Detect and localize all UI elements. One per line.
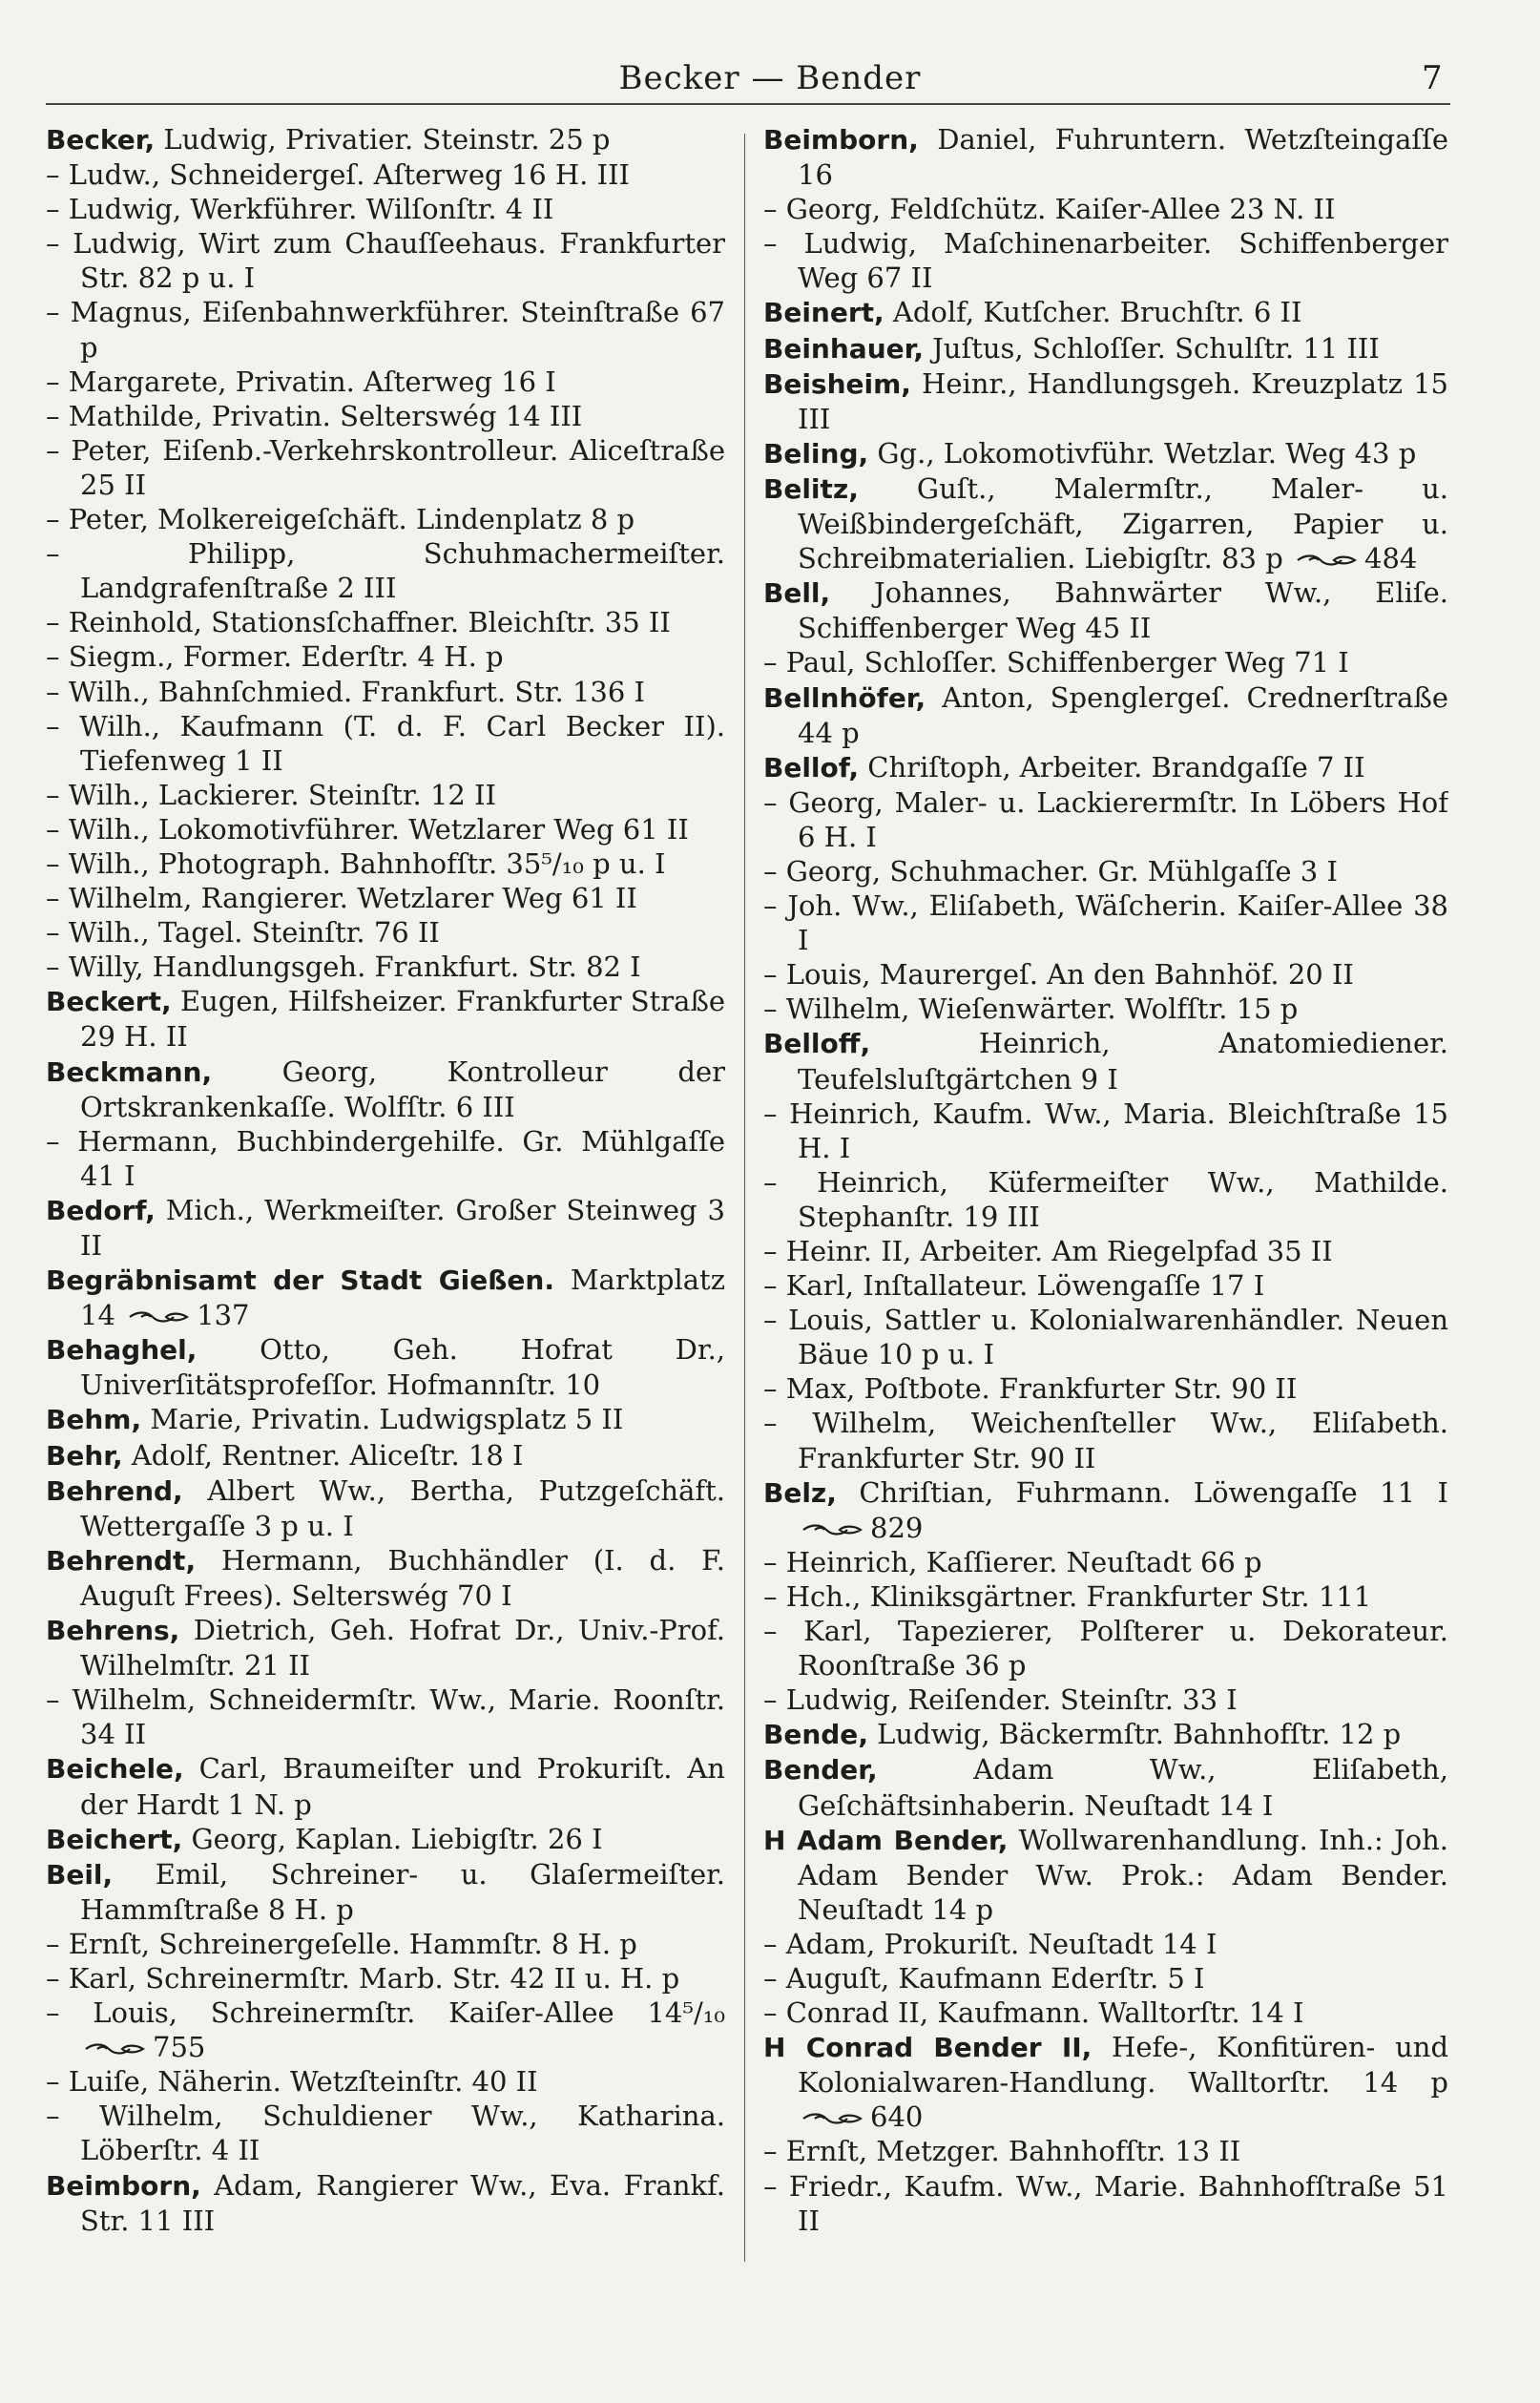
directory-entry: [763, 122, 1448, 192]
entry-details: Emil, Schreiner- u. Glaſermeiſter. Hammſtraße 8 H. p: [80, 1857, 725, 1926]
directory-subentry: [763, 645, 1448, 679]
entry-details: Wollwarenhandlung. Inh.: Joh. Adam Bender Ww. Prok.: Adam Bender. Neuſtadt 14 p: [798, 1823, 1448, 1926]
entry-details: Ludwig, Wirt zum Chauſſeehaus. Frankfurter Str. 82 p u. I: [73, 227, 725, 295]
entry-details: Max, Poſtbote. Frankfurter Str. 90 II: [785, 1372, 1298, 1406]
entry-details: Wilh., Lackierer. Steinſtr. 12 II: [68, 778, 497, 811]
entry-surname: Bende ,: [763, 1719, 868, 1750]
entry-surname: Belz ,: [763, 1477, 837, 1509]
telephone-icon: [84, 2041, 145, 2057]
directory-subentry: [46, 675, 725, 709]
entry-surname: Behrend ,: [46, 1475, 183, 1507]
entry-details: Gg., Lokomotivführ. Wetzlar. Weg 43 p: [877, 436, 1417, 470]
directory-subentry: [763, 2134, 1448, 2168]
entry-surname: Behr ,: [46, 1440, 123, 1472]
directory-entry: [46, 1402, 725, 1437]
directory-subentry: [46, 881, 725, 915]
entry-details: Auguſt, Kaufmann Ederſtr. 5 I: [785, 1961, 1205, 1995]
directory-subentry: [763, 785, 1448, 854]
directory-subentry: [46, 502, 725, 536]
entry-details: Heinr. II, Arbeiter. Am Riegelpfad 35 II: [785, 1235, 1333, 1267]
entry-surname: Behm ,: [46, 1404, 141, 1435]
entry-details: Karl, Inſtallateur. Löwengaſſe 17 I: [785, 1269, 1265, 1303]
entry-surname: Belloff ,: [763, 1028, 870, 1059]
directory-entry: [763, 2030, 1448, 2134]
directory-subentry: [46, 536, 725, 605]
entry-surname: Beinert ,: [763, 297, 884, 328]
directory-entry: [763, 1475, 1448, 1545]
entry-details: Georg, Schuhmacher. Gr. Mühlgaſſe 3 I: [785, 854, 1338, 888]
entry-details: Georg, Feldſchütz. Kaiſer-Allee 23 N. II: [785, 193, 1336, 226]
entry-surname: H Adam Bender ,: [763, 1825, 1008, 1856]
entry-details: Albert Ww., Bertha, Putzgeſchäft. Wettergaſſe 3 p u. I: [80, 1473, 725, 1542]
entry-details: Juſtus, Schloſſer. Schulſtr. 11 III: [932, 331, 1380, 365]
entry-surname: Becker ,: [46, 124, 155, 156]
entry-details: Peter, Molkereigeſchäft. Lindenplatz 8 p: [68, 503, 635, 536]
directory-entry: [46, 1055, 725, 1124]
page-header-title: Becker — Bender: [618, 59, 922, 97]
directory-subentry: [46, 709, 725, 778]
entry-surname: Bell ,: [763, 577, 830, 609]
directory-entry: [46, 1332, 725, 1402]
telephone-icon: [801, 2111, 863, 2126]
entry-surname: Beimborn ,: [46, 2170, 201, 2202]
phone-number: [80, 2031, 205, 2063]
entry-details: Peter, Eiſenb.-Verkehrskontrolleur. Aliceſtraße 25 II: [71, 433, 725, 501]
directory-subentry: [46, 778, 725, 812]
directory-subentry: [46, 192, 725, 226]
entry-details: Conrad II, Kaufmann. Walltorſtr. 14 I: [785, 1996, 1304, 2030]
directory-subentry: [763, 1234, 1448, 1268]
directory-subentry: [763, 1961, 1448, 1996]
entry-details: Wilh., Photograph. Bahnhofſtr. 35⁵/₁₀ p u. I: [68, 846, 666, 880]
entry-details: Ludw., Schneidergeſ. Aſterweg 16 H. III: [68, 158, 630, 192]
entry-details: Chriſtoph, Arbeiter. Brandgaſſe 7 II: [867, 750, 1365, 784]
directory-entry: [763, 1823, 1448, 1927]
directory-subentry: [46, 915, 725, 950]
entry-details: Adam Ww., Eliſabeth, Geſchäftsinhaberin. Neuſtadt 14 I: [798, 1753, 1448, 1822]
entry-details: Philipp, Schuhmachermeiſter. Landgrafenſtraße 2 III: [80, 537, 725, 605]
directory-entry: [46, 1822, 725, 1857]
directory-subentry: [763, 1406, 1448, 1474]
entry-details: Karl, Schreinermſtr. Marb. Str. 42 II u. H. p: [68, 1961, 680, 1995]
entry-details: Magnus, Eiſenbahnwerkführer. Steinſtraße 67 p: [70, 296, 725, 364]
entry-details: Georg, Maler- u. Lackierermſtr. In Löbers Hof 6 H. I: [788, 785, 1448, 853]
directory-subentry: [763, 1303, 1448, 1371]
directory-subentry: [46, 950, 725, 984]
telephone-icon: [801, 1522, 863, 1537]
entry-surname: Beckert ,: [46, 986, 172, 1017]
page-number: 7: [1422, 59, 1443, 97]
entry-surname: Begräbnisamt der Stadt Gießen.: [46, 1264, 554, 1297]
directory-subentry: [763, 1268, 1448, 1303]
directory-subentry: [763, 1927, 1448, 1961]
directory-subentry: [763, 2169, 1448, 2238]
entry-details: Carl, Braumeiſter und Prokuriſt. An der Hardt 1 N. p: [80, 1752, 725, 1821]
directory-subentry: [763, 1996, 1448, 2030]
entry-details: Hch., Kliniksgärtner. Frankfurter Str. 111: [785, 1579, 1372, 1613]
directory-subentry: [763, 1097, 1448, 1165]
phone-number: [115, 1299, 250, 1331]
entry-details: Georg, Kaplan. Liebigſtr. 26 I: [191, 1822, 603, 1855]
directory-subentry: [46, 226, 725, 295]
telephone-icon: [1296, 553, 1357, 568]
directory-subentry: [46, 433, 725, 502]
directory-subentry: [46, 1927, 725, 1961]
entry-surname: Bellof ,: [763, 752, 859, 784]
entry-surname: Beichert ,: [46, 1824, 182, 1855]
entry-details: Mathilde, Privatin. Selterswég 14 III: [68, 399, 583, 432]
directory-subentry: [763, 888, 1448, 957]
entry-details: Margarete, Privatin. Aſterweg 16 I: [68, 365, 556, 398]
directory-entry: [46, 1438, 725, 1473]
entry-details: Adolf, Kutſcher. Bruchſtr. 6 II: [892, 296, 1302, 329]
directory-subentry: [763, 192, 1448, 226]
entry-details: Marie, Privatin. Ludwigsplatz 5 II: [150, 1403, 624, 1436]
entry-details: Heinrich, Anatomiediener. Teufelsluſtgärtchen 9 I: [798, 1027, 1448, 1096]
entry-surname: Belitz ,: [763, 473, 859, 505]
directory-entry: [763, 750, 1448, 785]
entry-surname: Behaghel ,: [46, 1334, 197, 1366]
entry-details: Marktplatz 14: [80, 1264, 725, 1332]
left-column: [46, 122, 725, 2393]
entry-details: Paul, Schloſſer. Schiffenberger Weg 71 I: [785, 646, 1349, 679]
directory-subentry: [763, 1545, 1448, 1579]
entry-surname: Beisheim ,: [763, 368, 911, 400]
directory-subentry: [763, 1579, 1448, 1614]
directory-subentry: [46, 2064, 725, 2099]
entry-surname: Bender ,: [763, 1754, 878, 1786]
directory-entry: [763, 366, 1448, 436]
entry-details: Johannes, Bahnwärter Ww., Eliſe. Schiffenberger Weg 45 II: [798, 576, 1448, 645]
directory-entry: [46, 1613, 725, 1682]
entry-details: Reinhold, Stationsſchaffner. Bleichſtr. 35 II: [68, 606, 671, 639]
header-rule: [46, 103, 1450, 105]
directory-subentry: [763, 992, 1448, 1026]
directory-entry: [46, 1473, 725, 1543]
directory-entry: [763, 1717, 1448, 1752]
entry-details: Wilhelm, Rangierer. Wetzlarer Weg 61 II: [68, 882, 637, 915]
directory-entry: [46, 2168, 725, 2238]
entry-surname: Behrendt ,: [46, 1545, 196, 1577]
entry-details: Louis, Sattler u. Kolonialwarenhändler. Neuen Bäue 10 p u. I: [788, 1304, 1448, 1371]
phone-number-value: 640: [870, 2100, 924, 2134]
entry-details: Wilhelm, Wieſenwärter. Wolfſtr. 15 p: [785, 993, 1299, 1026]
directory-subentry: [763, 226, 1448, 295]
directory-subentry: [763, 1614, 1448, 1682]
directory-subentry: [763, 957, 1448, 992]
entry-details: Heinrich, Kaſſierer. Neuſtadt 66 p: [785, 1545, 1262, 1578]
entry-surname: Beimborn ,: [763, 124, 919, 156]
directory-entry: [763, 575, 1448, 645]
entry-details: Wilhelm, Weichenſteller Ww., Eliſabeth. Frankfurter Str. 90 II: [798, 1407, 1448, 1474]
entry-details: Friedr., Kaufm. Ww., Marie. Bahnhofſtraße 51 II: [788, 2169, 1448, 2237]
entry-details: Ernſt, Metzger. Bahnhofſtr. 13 II: [785, 2135, 1241, 2168]
entry-details: Luiſe, Näherin. Wetzſteinſtr. 40 II: [68, 2065, 538, 2099]
entry-details: Chriſtian, Fuhrmann. Löwengaſſe 11 I: [859, 1475, 1448, 1509]
entry-details: Adolf, Rentner. Aliceſtr. 18 I: [131, 1438, 524, 1472]
entry-surname: Bedorf ,: [46, 1195, 156, 1226]
phone-number-value: 829: [870, 1511, 924, 1544]
directory-subentry: [763, 1682, 1448, 1717]
directory-subentry: [46, 2099, 725, 2167]
entry-surname: Beil ,: [46, 1859, 113, 1891]
entry-details: Wilh., Kaufmann (T. d. F. Carl Becker II). Tiefenweg 1 II: [79, 709, 725, 777]
entry-details: Karl, Tapezierer, Polſterer u. Dekorateur. Roonſtraße 36 p: [798, 1615, 1448, 1682]
entry-details: Louis, Maurergeſ. An den Bahnhöf. 20 II: [785, 958, 1354, 992]
entry-details: Wilhelm, Schneidermſtr. Ww., Marie. Roonſtr. 34 II: [72, 1683, 725, 1751]
directory-entry: [763, 331, 1448, 366]
directory-subentry: [46, 1996, 725, 2064]
directory-entry: [763, 295, 1448, 330]
directory-entry: [763, 436, 1448, 471]
entry-details: Ernſt, Schreinergeſelle. Hammſtr. 8 H. p: [68, 1927, 637, 1960]
entry-details: Louis, Schreinermſtr. Kaiſer-Allee 14⁵/₁₀: [93, 1996, 725, 2030]
directory-entry: [763, 1026, 1448, 1096]
directory-entry: [46, 1751, 725, 1821]
directory-entry: [46, 1193, 725, 1263]
directory-subentry: [46, 157, 725, 192]
phone-number-value: 755: [153, 2031, 206, 2064]
entry-surname: Behrens ,: [46, 1615, 179, 1646]
directory-subentry: [46, 605, 725, 639]
entry-details: Otto, Geh. Hofrat Dr., Univerſitätsprofeſſor. Hofmannſtr. 10: [80, 1333, 725, 1402]
directory-subentry: [763, 1165, 1448, 1234]
directory-entry: [763, 1752, 1448, 1822]
entry-details: Dietrich, Geh. Hofrat Dr., Univ.-Prof. Wilhelmſtr. 21 II: [80, 1614, 725, 1682]
entry-details: Willy, Handlungsgeh. Frankfurt. Str. 82 I: [68, 951, 641, 984]
directory-subentry: [46, 295, 725, 364]
directory-entry: [46, 1857, 725, 1927]
entry-details: Eugen, Hilfsheizer. Frankfurter Straße 29 H. II: [80, 985, 725, 1054]
entry-surname: Bellnhöfer ,: [763, 682, 926, 714]
entry-surname: Beckmann ,: [46, 1056, 212, 1088]
entry-surname: Beling ,: [763, 438, 868, 470]
entry-details: Wilh., Tagel. Steinſtr. 76 II: [68, 916, 440, 950]
directory-entry: [46, 984, 725, 1054]
directory-subentry: [46, 639, 725, 674]
directory-entry: [46, 1263, 725, 1332]
entry-details: Siegm., Former. Ederſtr. 4 H. p: [68, 640, 504, 674]
entry-surname: H Conrad Bender II ,: [763, 2032, 1092, 2063]
directory-subentry: [46, 365, 725, 399]
directory-subentry: [46, 399, 725, 433]
entry-details: Mich., Werkmeiſter. Großer Steinweg 3 II: [80, 1193, 725, 1262]
entry-details: Heinrich, Küfermeiſter Ww., Mathilde. Stephanſtr. 19 III: [798, 1165, 1448, 1233]
entry-details: Georg, Kontrolleur der Ortskrankenkaſſe. Wolfſtr. 6 III: [80, 1055, 725, 1123]
directory-subentry: [46, 1124, 725, 1193]
phone-number-value: 484: [1364, 542, 1418, 575]
phone-number: [1283, 542, 1418, 575]
entry-details: Joh. Ww., Eliſabeth, Wäſcherin. Kaiſer-Allee 38 I: [787, 889, 1448, 957]
directory-entry: [46, 1543, 725, 1613]
phone-number-value: 137: [197, 1299, 250, 1332]
entry-details: Ludwig, Maſchinenarbeiter. Schiffenberger Weg 67 II: [798, 227, 1448, 295]
entry-details: Wilhelm, Schuldiener Ww., Katharina. Löberſtr. 4 II: [80, 2100, 725, 2167]
directory-subentry: [46, 846, 725, 881]
entry-surname: Beichele ,: [46, 1753, 184, 1785]
directory-subentry: [46, 812, 725, 846]
directory-entry: [763, 471, 1448, 575]
directory-subentry: [763, 1371, 1448, 1406]
entry-details: Adam, Rangierer Ww., Eva. Frankf. Str. 11 III: [80, 2168, 725, 2237]
entry-surname: Beinhauer ,: [763, 333, 924, 365]
entry-details: Wilh., Bahnſchmied. Frankfurt. Str. 136 I: [68, 675, 645, 708]
entry-details: Hefe-, Konfitüren- und Kolonialwaren-Handlung. Walltorſtr. 14 p: [798, 2031, 1448, 2100]
entry-details: Ludwig, Reiſender. Steinſtr. 33 I: [785, 1683, 1238, 1717]
directory-entry: [763, 680, 1448, 750]
entry-details: Heinr., Handlungsgeh. Kreuzplatz 15 III: [798, 366, 1448, 435]
entry-details: Ludwig, Privatier. Steinstr. 25 p: [163, 123, 611, 156]
phone-number: [798, 1512, 923, 1544]
entry-details: Wilh., Lokomotivführer. Wetzlarer Weg 61 II: [68, 812, 689, 846]
directory-subentry: [46, 1961, 725, 1996]
entry-details: Ludwig, Werkführer. Wilſonſtr. 4 II: [68, 193, 554, 226]
phone-number: [798, 2100, 923, 2133]
telephone-icon: [128, 1309, 189, 1325]
directory-subentry: [763, 854, 1448, 888]
entry-details: Anton, Spenglergeſ. Crednerſtraße 44 p: [798, 680, 1448, 749]
entry-details: Hermann, Buchhändler (I. d. F. Auguſt Frees). Selterswég 70 I: [80, 1543, 725, 1612]
entry-details: Ludwig, Bäckermſtr. Bahnhofſtr. 12 p: [877, 1718, 1402, 1751]
entry-details: Hermann, Buchbindergehilfe. Gr. Mühlgaſſe 41 I: [77, 1124, 725, 1192]
entry-details: Guſt., Malermſtr., Maler- u. Weißbindergeſchäft, Zigarren, Papier u. Schreibmaterialien. Liebigſtr. 83 p: [798, 471, 1448, 575]
directory-entry: [46, 122, 725, 157]
entry-details: Daniel, Fuhruntern. Wetzſteingaſſe 16: [798, 123, 1448, 192]
right-column: [763, 122, 1448, 2393]
entry-details: Heinrich, Kaufm. Ww., Maria. Bleichſtraße 15 H. I: [789, 1097, 1448, 1164]
entry-details: Adam, Prokuriſt. Neuſtadt 14 I: [785, 1927, 1217, 1960]
column-divider: [744, 134, 745, 2262]
directory-subentry: [46, 1682, 725, 1751]
